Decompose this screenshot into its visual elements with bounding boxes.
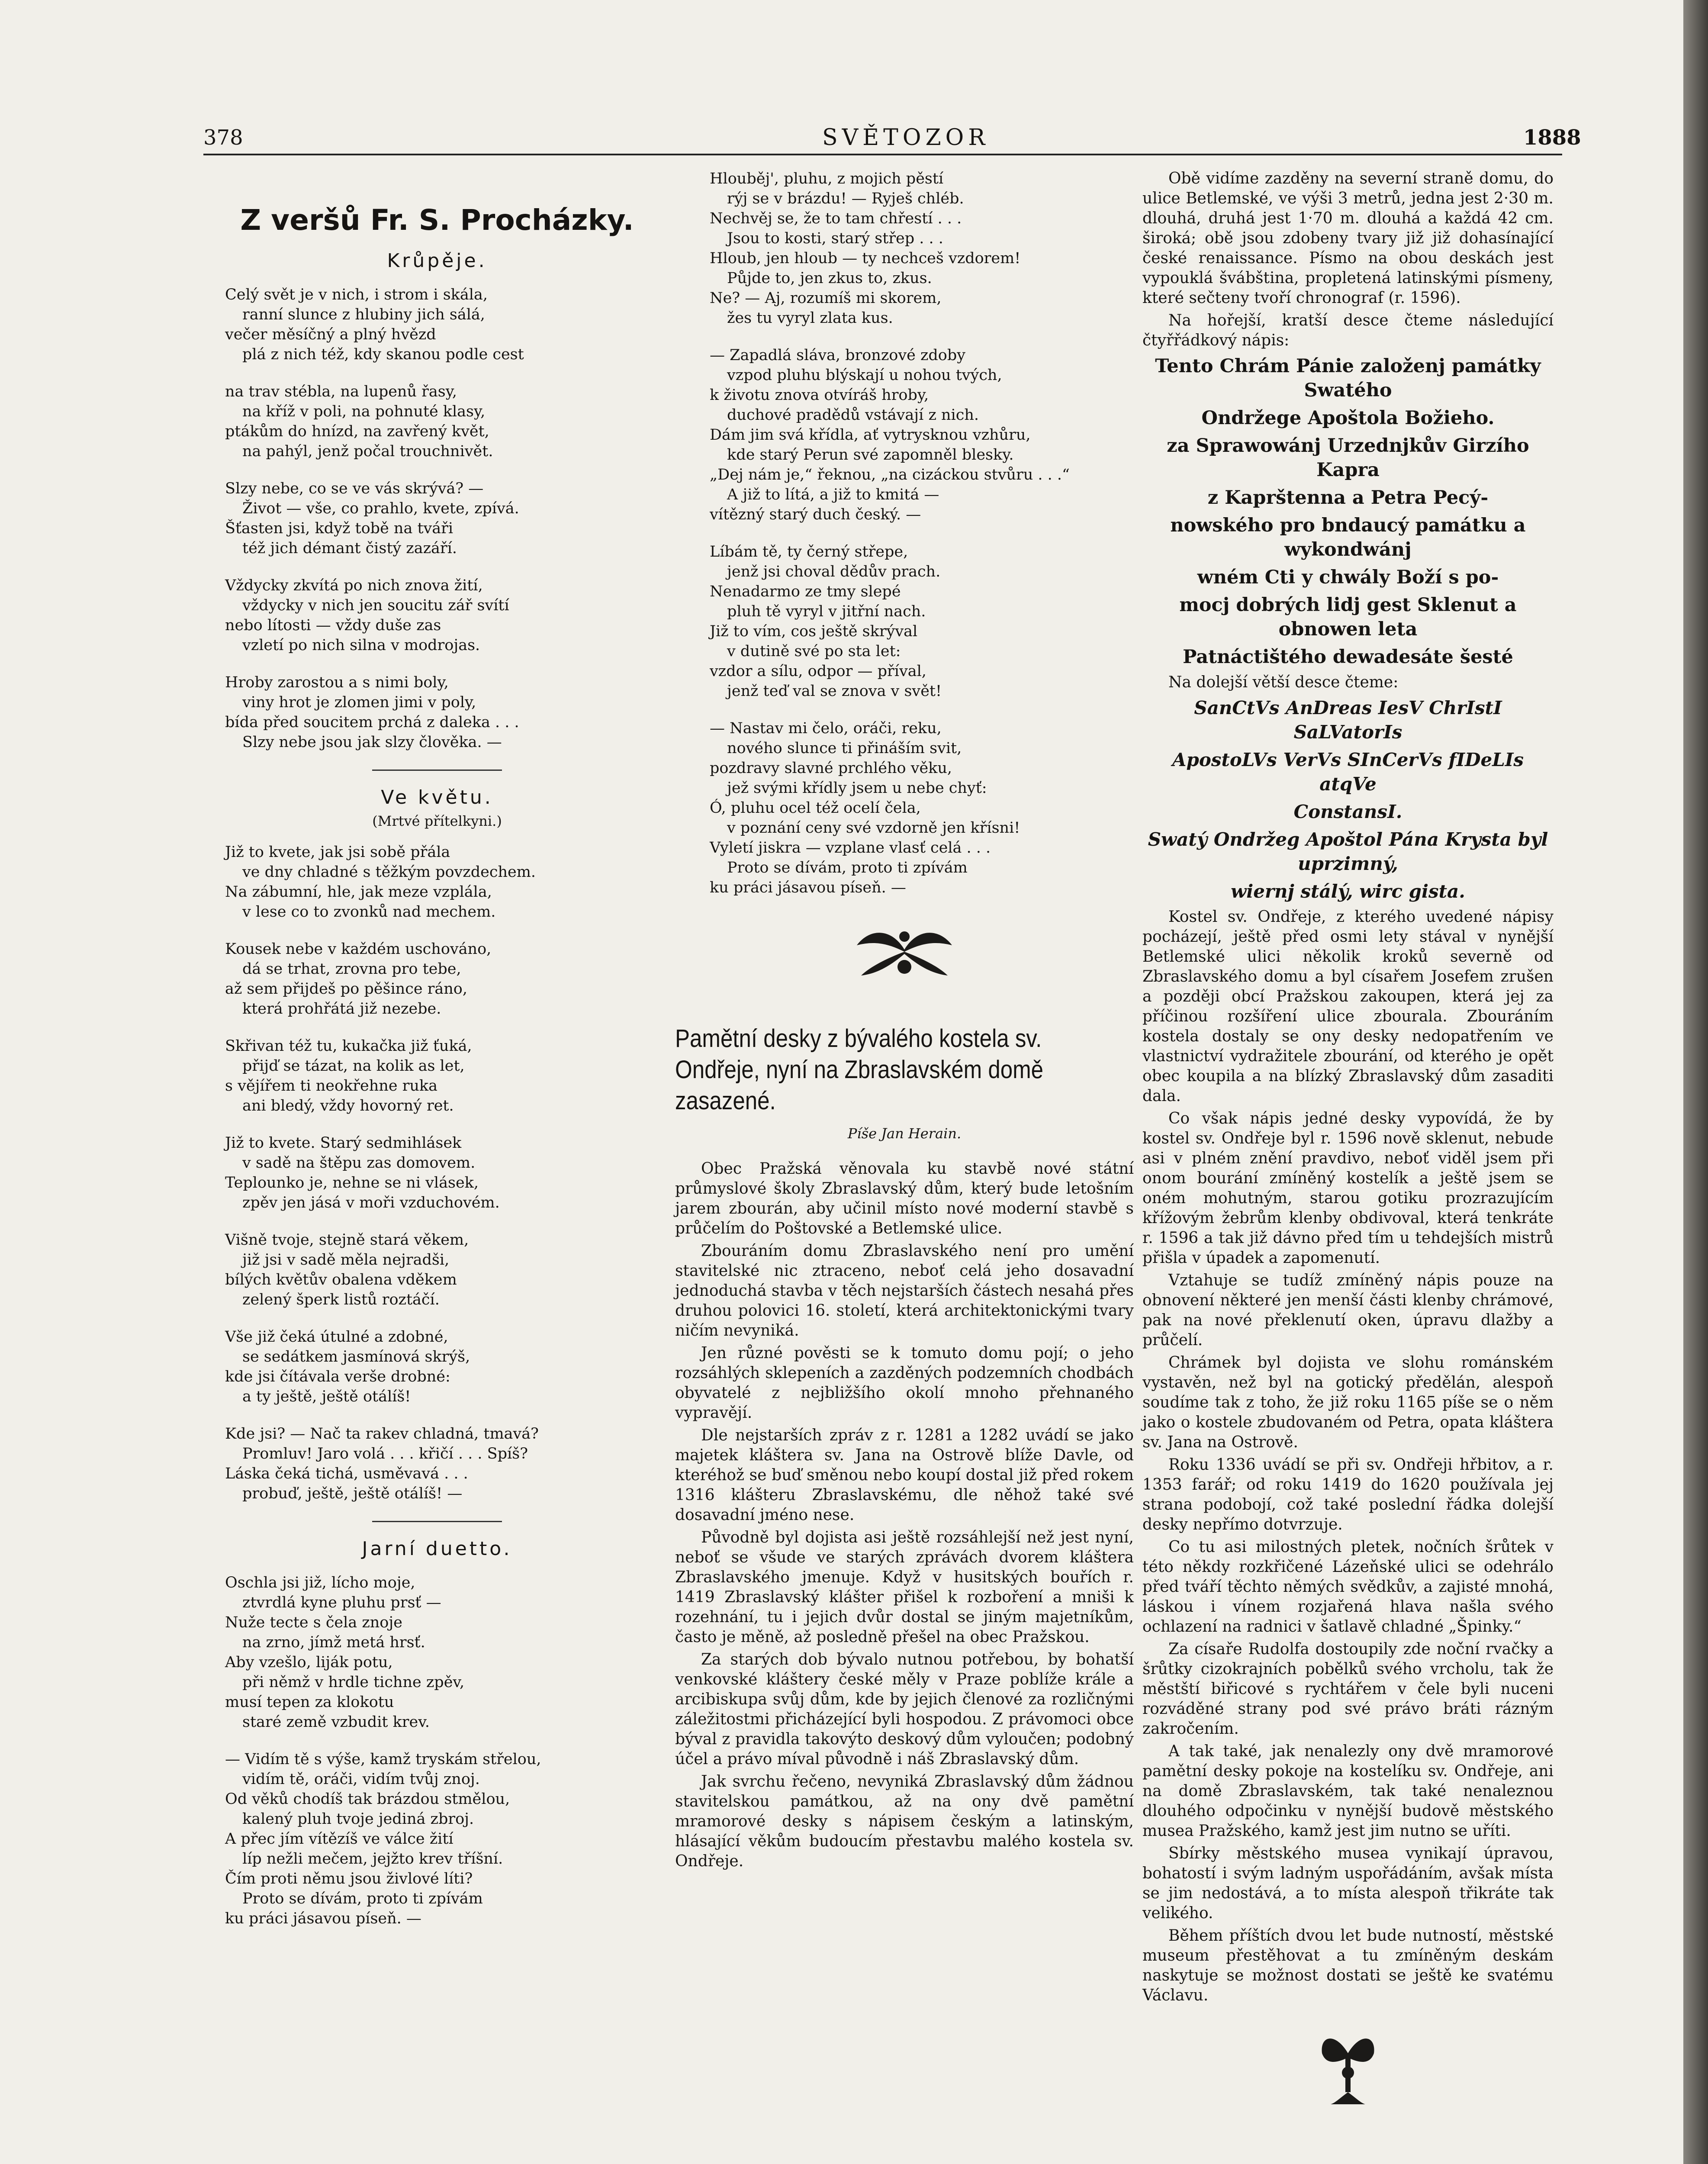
poem-line: Nechvěj se, že to tam chřestí . . .	[710, 210, 962, 227]
poem-line: v lese co to zvonků nad mechem.	[242, 903, 496, 921]
poem-line: Půjde to, jen zkus to, zkus.	[727, 270, 932, 287]
poem-stanza	[225, 1327, 649, 1407]
inscription-upper	[1142, 354, 1554, 669]
inscription-line: SanCtVs AnDreas IesV ChrIstI SaLVatorIs	[1194, 697, 1502, 743]
poem-stanza	[225, 576, 649, 655]
poem-line: ku práci jásavou píseň. —	[710, 879, 906, 896]
poem-line: Od věků chodíš tak brázdou stmělou,	[225, 1790, 510, 1808]
poem-line: vzpod pluhu blýskají u nohou tvých,	[727, 367, 1002, 384]
poem-line: při němž v hrdle tichne zpěv,	[242, 1674, 465, 1691]
poem-stanza	[225, 939, 649, 1019]
header-rule	[203, 154, 1562, 155]
poem-stanza	[225, 1230, 649, 1310]
article-paragraph: Obec Pražská věnovala ku stavbě nové státní průmyslové školy Zbraslavský dům, který bude letošním jarem zbourán, aby učinil místo nové moderní stavbě s průčelím do Poštovské a Betlemské ulice.	[675, 1160, 1134, 1237]
article-paragraph: Kostel sv. Ondřeje, z kterého uvedené nápisy pocházejí, ještě před osmi lety stával v nynější Betlemské ulici několik kroků severně od Zbraslavského domu a byl císařem Josefem zrušen a později obcí Pražskou zakoupen, která jej za příčinou rozšíření ulice zbourala. Zbouráním kostela dostaly se ony desky nedopatřením ve vlastnictví vydražitele zbourání, od kterého je opět obec koupila a na blízký Zbraslavský dům zasaditi dala.	[1142, 908, 1554, 1105]
article-paragraph: Za císaře Rudolfa dostoupily zde noční rvačky a šrůtky cizokrajních pobělků svého vrcholu, tak že městští biřicové s rychtářem v čele byli nuceni rozváděné strany pod své právo bráti rázným zakročením.	[1142, 1640, 1554, 1738]
inscription-line: nowského pro bndaucý památku a wykondwánj	[1170, 515, 1526, 560]
poem-line: bída před soucitem prchá z daleka . . .	[225, 714, 519, 731]
poem-line: Celý svět je v nich, i strom i skála,	[225, 286, 488, 303]
poem-line: A přec jím vítězíš ve válce žití	[225, 1830, 454, 1848]
poem-line: s vějířem ti neokřehne ruka	[225, 1077, 438, 1095]
poem-line: probuď, ještě, ještě otálíš! —	[242, 1485, 463, 1502]
poem-line: Vyletí jiskra — vzplane vlasť celá . . .	[710, 839, 991, 857]
poem-line: pozdravy slavné prchlého věku,	[710, 760, 952, 777]
poem-stanza	[225, 285, 649, 364]
poem-line: Oschla jsi již, lícho moje,	[225, 1574, 415, 1591]
poem-stanza	[225, 1424, 649, 1504]
poem-line: vítězný starý duch český. —	[710, 506, 921, 523]
poem-line: duchové pradědů vstávají z nich.	[727, 406, 979, 424]
article-byline: Píše Jan Herain.	[847, 1125, 962, 1142]
inscription-line: wném Cti y chwály Boží s po-	[1197, 567, 1499, 588]
poem-line: Aby vzešlo, liják potu,	[225, 1654, 393, 1671]
article-paragraph: Zbouráním domu Zbraslavského není pro umění stavitelské nic ztraceno, neboť celá jeho dosavadní jednoduchá stavba v těch nejstarších částech nesahá přes druhou polovici 16. století, která architektonickými tvary ničím nevyniká.	[675, 1242, 1134, 1340]
poem-line: jež svými křídly jsem u nebe chyť:	[727, 779, 987, 797]
inscription-line: Patnáctištého dewadesáte šesté	[1183, 646, 1513, 668]
poem-line: jenž jsi choval dědův prach.	[727, 563, 941, 580]
poem-line: v poznání ceny své vzdorně jen křísni!	[727, 819, 1020, 837]
poem-body	[710, 169, 1134, 898]
poem-line: ku práci jásavou píseň. —	[225, 1910, 421, 1927]
inscription-line: ConstansI.	[1293, 801, 1402, 822]
poem-line: dá se trhat, zrovna pro tebe,	[242, 960, 461, 978]
poem-line: žes tu vyryl zlata kus.	[727, 309, 893, 327]
poem-line: se sedátkem jasmínová skrýš,	[242, 1348, 470, 1365]
poem-line: již jsi v sadě měla nejradši,	[242, 1251, 450, 1269]
poem-line: na kříž v poli, na pohnuté klasy,	[242, 403, 486, 420]
poem-stanza	[710, 542, 1134, 701]
article-paragraph: Na hořejší, kratší desce čteme následující čtyřřádkový nápis:	[1142, 312, 1554, 349]
poem-line: Na zábumní, hle, jak meze vzplála,	[225, 883, 492, 901]
floral-ornament-icon	[1318, 2027, 1378, 2105]
poem-line: v sadě na štěpu zas domovem.	[242, 1154, 476, 1172]
article-paragraph: Obě vidíme zazděny na severní straně domu, do ulice Betlemské, ve výši 3 metrů, jedna jest 2·30 m. dlouhá, druhá jest 1·70 m. dlouhá a každá 42 cm. široká; obě jsou zdobeny tvary již již dohasínající české renaissance. Písmo na obou deskách jest vypouklá švábština, propletená latinskými písmeny, které sečteny tvoří chronograf (r. 1596).	[1142, 170, 1554, 307]
poem-title: Ve květu.	[381, 786, 493, 808]
journal-title: SVĚTOZOR	[822, 125, 990, 151]
poem-line: na trav stébla, na lupenů řasy,	[225, 383, 457, 400]
poem-stanza	[710, 169, 1134, 328]
poem-stanza	[225, 1573, 649, 1732]
poem-line: až sem přijdeš po pěšince ráno,	[225, 980, 467, 998]
poem-line: plá z nich též, kdy skanou podle cest	[242, 346, 524, 363]
section-title: Z veršů Fr. S. Procházky.	[240, 203, 634, 237]
poem-line: ptákům do hnízd, na zavřený květ,	[225, 423, 489, 440]
poem-line: „Dej nám je,“ řeknou, „na cizáckou stvůru . . .“	[710, 466, 1070, 483]
poem-line: Již to kvete. Starý sedmihlásek	[225, 1134, 462, 1152]
poem-line: Kde jsi? — Nač ta rakev chladná, tmavá?	[225, 1425, 539, 1443]
article-paragraph: Jen různé pověsti se k tomuto domu pojí; o jeho rozsáhlých sklepeních a zazděných podzemních chodbách obyvatelé z nejbližšího okolí mnoho přehnaného vypravějí.	[675, 1344, 1134, 1422]
article-paragraph: Roku 1336 uvádí se při sv. Ondřeji hřbitov, a r. 1353 farář; od roku 1419 do 1620 používala jej strana podobojí, což také poslední řádka dolejší desky nepřímo dotvrzuje.	[1142, 1456, 1554, 1533]
poem-line: Líbám tě, ty černý střepe,	[710, 543, 908, 560]
poem-line: nebo lítosti — vždy duše zas	[225, 617, 441, 634]
inscription-line: ApostoLVs VerVs SInCerVs fIDeLIs atqVe	[1172, 749, 1524, 795]
poem-line: Ó, pluhu ocel též ocelí čela,	[710, 799, 921, 817]
poem-line: musí tepen za klokotu	[225, 1694, 394, 1711]
poem-line: — Zapadlá sláva, bronzové zdoby	[710, 347, 966, 364]
poem-line: kde jsi čítávala verše drobné:	[225, 1368, 450, 1385]
poem-stanza	[225, 673, 649, 752]
inscription-line: Swatý Ondržeg Apoštol Pána Krysta byl uprzimný,	[1148, 829, 1548, 874]
leaf-ornament-icon	[840, 919, 969, 984]
poem-line: na zrno, jímž metá hrsť.	[242, 1634, 425, 1651]
poem-line: přijď se tázat, na kolik as let,	[242, 1057, 465, 1075]
poem-line: Již to vím, cos ještě skrýval	[710, 623, 918, 640]
poem-line: ztvrdlá kyne pluhu prsť —	[242, 1594, 441, 1611]
poem-dedication: (Mrtvé přítelkyni.)	[372, 813, 502, 829]
poem-line: A již to lítá, a již to kmitá —	[727, 486, 939, 503]
poem-line: viny hrot je zlomen jimi v poly,	[242, 694, 476, 711]
poem-line: Život — vše, co prahlo, kvete, zpívá.	[242, 500, 519, 517]
poem-line: ve dny chladné s těžkým povzdechem.	[242, 863, 536, 881]
year-label: 1888	[1523, 126, 1581, 150]
poem-line: — Nastav mi čelo, oráči, reku,	[710, 720, 942, 737]
article-paragraph: Vztahuje se tudíž zmíněný nápis pouze na obnovení některé jen menší části klenby chrámové, pak na nové překlenutí oken, úpravu dlažby a průčelí.	[1142, 1272, 1554, 1349]
poem-title: Krůpěje.	[387, 250, 487, 272]
poem-line: Jsou to kosti, starý střep . . .	[727, 230, 943, 247]
poem-line: Teplounko je, nehne se ni vlásek,	[225, 1174, 479, 1191]
poem-line: Promluv! Jaro volá . . . křičí . . . Spíš?	[242, 1445, 528, 1462]
poem-line: ani bledý, vždy hovorný ret.	[242, 1097, 454, 1114]
poem-line: bílých květův obalena vděkem	[225, 1271, 457, 1288]
inscription-line: z Kaprštenna a Petra Pecý-	[1207, 487, 1489, 509]
column-article-continued	[1142, 169, 1554, 2127]
poem-line: Slzy nebe, co se ve vás skrývá? —	[225, 480, 484, 497]
poem-line: Hloub, jen hloub — ty nechceš vzdorem!	[710, 250, 1021, 267]
poem-line: která prohřátá již nezebe.	[242, 1000, 441, 1018]
poem-line: Dám jim svá křídla, ať vytrysknou vzhůru,	[710, 426, 1031, 444]
article-body	[1142, 169, 1554, 351]
poem-line: Skřivan též tu, kukačka již ťuká,	[225, 1037, 472, 1055]
poem-line: Čím proti němu jsou živlové líti?	[225, 1870, 473, 1887]
article-paragraph: A tak také, jak nenalezly ony dvě mramorové pamětní desky pokoje na kostelíku sv. Ondřeje, ani na domě Zbraslavském, tak také nenaleznou dlouhého odpočinku v nynější budově městského musea Pražského, kamž jest jim nutno se uříti.	[1142, 1742, 1554, 1840]
article-paragraph: Chrámek byl dojista ve slohu románském vystavěn, než byl na gotický předělán, alespoň soudíme tak z toho, že již roku 1165 píše se o něm jako o kostele zbudovaném od Petra, opata kláštera sv. Jana na Ostrově.	[1142, 1354, 1554, 1451]
article-paragraph: Jak svrchu řečeno, nevyniká Zbraslavský dům žádnou stavitelskou památkou, až na ony dvě pamětní mramorové desky s nápisem českým a latinským, hlásající věkům budoucím přestavbu malého kostela sv. Ondřeje.	[675, 1773, 1134, 1870]
poem-line: kalený pluh tvoje jediná zbroj.	[242, 1810, 474, 1828]
poem-title: Jarní duetto.	[362, 1538, 512, 1560]
poem-line: Vždycky zkvítá po nich znova žití,	[225, 577, 483, 594]
poem-line: jenž teď val se znova v svět!	[727, 683, 942, 700]
poem-line: — Vidím tě s výše, kamž tryskám střelou,	[225, 1751, 541, 1768]
poem-line: vzletí po nich silna v modrojas.	[242, 637, 480, 654]
poem-line: Již to kvete, jak jsi sobě přála	[225, 844, 450, 861]
divider-rule	[372, 770, 502, 771]
inscription-lower	[1142, 696, 1554, 904]
poem-line: rýj se v brázdu! — Ryješ chléb.	[727, 190, 964, 207]
poem-line: kde starý Perun své zapomněl blesky.	[727, 446, 1014, 464]
page-header	[0, 117, 1683, 156]
article-body	[1142, 907, 1554, 2006]
inscription-line: wiernj stálý, wirc gista.	[1231, 881, 1465, 902]
divider-rule	[372, 1521, 502, 1522]
poem-line: Kousek nebe v každém uschováno,	[225, 940, 492, 958]
poem-stanza	[225, 479, 649, 558]
poem-line: Ne? — Aj, rozumíš mi skorem,	[710, 290, 942, 307]
poem-line: staré země vzbudit krev.	[242, 1713, 430, 1731]
poem-line: k životu znova otvíráš hroby,	[710, 386, 929, 404]
poem-body	[225, 1573, 649, 1929]
poem-line: Višně tvoje, stejně stará věkem,	[225, 1231, 469, 1249]
poem-line: vzdor a sílu, odpor — příval,	[710, 663, 926, 680]
page-number: 378	[203, 126, 243, 150]
poem-body	[225, 285, 649, 752]
poem-line: Proto se dívám, proto ti zpívám	[727, 859, 968, 876]
article-paragraph: Dle nejstarších zpráv z r. 1281 a 1282 uvádí se jako majetek kláštera sv. Jana na Ostrově blíže Davle, od kteréhož se buď směnou nebo koupí dostal již před rokem 1316 klášteru Zbraslavskému, dle něhož také své dosavadní jméno nese.	[675, 1427, 1134, 1524]
poem-line: zelený šperk listů roztáčí.	[242, 1291, 440, 1308]
poem-stanza	[225, 382, 649, 461]
column-middle	[675, 169, 1134, 1874]
poem-line: v dutině své po sta let:	[727, 643, 901, 660]
poem-stanza	[710, 345, 1134, 525]
poem-line: Vše již čeká útulné a zdobné,	[225, 1328, 448, 1346]
inscription-line: za Sprawowánj Urzednjkův Girzího Kapra	[1167, 435, 1529, 481]
article-paragraph: Během příštích dvou let bude nutností, městské museum přestěhovat a tu zmíněným deskám naskytuje se možnost dostati se ještě ke svatému Václavu.	[1142, 1927, 1554, 2004]
inscription-line: Ondržege Apoštola Božieho.	[1201, 407, 1495, 429]
poem-stanza	[225, 1133, 649, 1213]
article-paragraph: Za starých dob bývalo nutnou potřebou, by bohatší venkovské kláštery české měly v Praze poblíže krále a arcibiskupa svůj dům, kde by jejich členové za rozličnými záležitostmi přicházející byli hospodou. Z právomoci obce býval z pravidla takovýto deskový dům vyloučen; podobný účel a právo míval původně i náš Zbraslavský dům.	[675, 1651, 1134, 1768]
book-binding-edge	[1683, 0, 1708, 2164]
poem-stanza	[225, 1036, 649, 1116]
article-title: Pamětní desky z bývalého kostela sv. Ondřeje, nyní na Zbraslavském domě zasazené.	[675, 1024, 1044, 1115]
article-paragraph: Sbírky městského musea vynikají úpravou, bohatostí i svým ladným uspořádáním, avšak místa se jim nedostává, a to místa alespoň třikráte tak velikého.	[1142, 1845, 1554, 1922]
poem-line: Láska čeká tichá, usměvavá . . .	[225, 1465, 468, 1482]
poem-line: Slzy nebe jsou jak slzy člověka. —	[242, 734, 502, 751]
poem-line: líp nežli mečem, jejžto krev tříšní.	[242, 1850, 503, 1868]
poem-line: zpěv jen jásá v moři vzduchovém.	[242, 1194, 500, 1211]
inscription-line: mocj dobrých lidj gest Sklenut a obnowen leta	[1179, 594, 1517, 640]
article-paragraph: Co však nápis jedné desky vypovídá, že by kostel sv. Ondřeje byl r. 1596 nově sklenut, nebude asi v plném znění pravdivo, neboť viděl jsem při onom bourání zmíněný kostelík a ještě jsem se oném mohutným, starou gotiku prozrazujícím křížovým žebrům klenby obdivoval, která tenkráte r. 1596 a tak již dávno před tím u tehdejších mistrů přišla v úpadek a zapomenutí.	[1142, 1110, 1554, 1267]
poem-line: Proto se dívám, proto ti zpívám	[242, 1890, 483, 1907]
inscription-line: Tento Chrám Pánie založenj památky Swatého	[1155, 355, 1541, 401]
poem-line: a ty ještě, ještě otálíš!	[242, 1388, 411, 1405]
article-body	[675, 1159, 1134, 1871]
column-poems	[225, 169, 649, 1946]
poem-line: na pahýl, jenž počal trouchnivět.	[242, 443, 493, 460]
poem-line: Hroby zarostou a s nimi boly,	[225, 674, 449, 691]
poem-line: vidím tě, oráči, vidím tvůj znoj.	[242, 1771, 480, 1788]
poem-line: vždycky v nich jen soucitu zář svítí	[242, 597, 509, 614]
poem-line: též jich démant čistý zazáří.	[242, 540, 457, 557]
poem-line: nového slunce ti přináším svit,	[727, 740, 962, 757]
poem-line: Nuže tecte s čela znoje	[225, 1614, 402, 1631]
poem-body	[225, 842, 649, 1504]
poem-stanza	[225, 1749, 649, 1929]
article-paragraph: Původně byl dojista asi ještě rozsáhlejší než jest nyní, neboť se všude ve starých zprávách dvorem kláštera Zbraslavského jmenuje. Když v husitských bouřích r. 1419 Zbraslavský klášter přišel k rozboření a mniši k rozehnání, tu i jejich dvůr dostal se jiným majetníkům, často je měně, až posledně přešel na obec Pražskou.	[675, 1529, 1134, 1646]
article-paragraph: Na dolejší větší desce čteme:	[1168, 673, 1399, 691]
poem-line: pluh tě vyryl v jitřní nach.	[727, 603, 926, 620]
poem-stanza	[225, 842, 649, 922]
poem-line: ranní slunce z hlubiny jich sálá,	[242, 306, 485, 323]
poem-line: Šťasten jsi, když tobě na tváři	[225, 520, 454, 537]
poem-stanza	[710, 718, 1134, 898]
article-paragraph: Co tu asi milostných pletek, nočních šrůtek v této někdy rozkřičené Lázeňské ulici se odehrálo před tváří těchto němých svědkův, a zajisté mnohá, láskou i vínem rozjařená hlava našla svého ochlazení na radnici v šatlavě chladné „Špinky.“	[1142, 1538, 1554, 1636]
poem-line: Hlouběj', pluhu, z mojich pěstí	[710, 170, 944, 187]
poem-line: večer měsíčný a plný hvězd	[225, 326, 436, 343]
poem-line: Nenadarmo ze tmy slepé	[710, 583, 901, 600]
